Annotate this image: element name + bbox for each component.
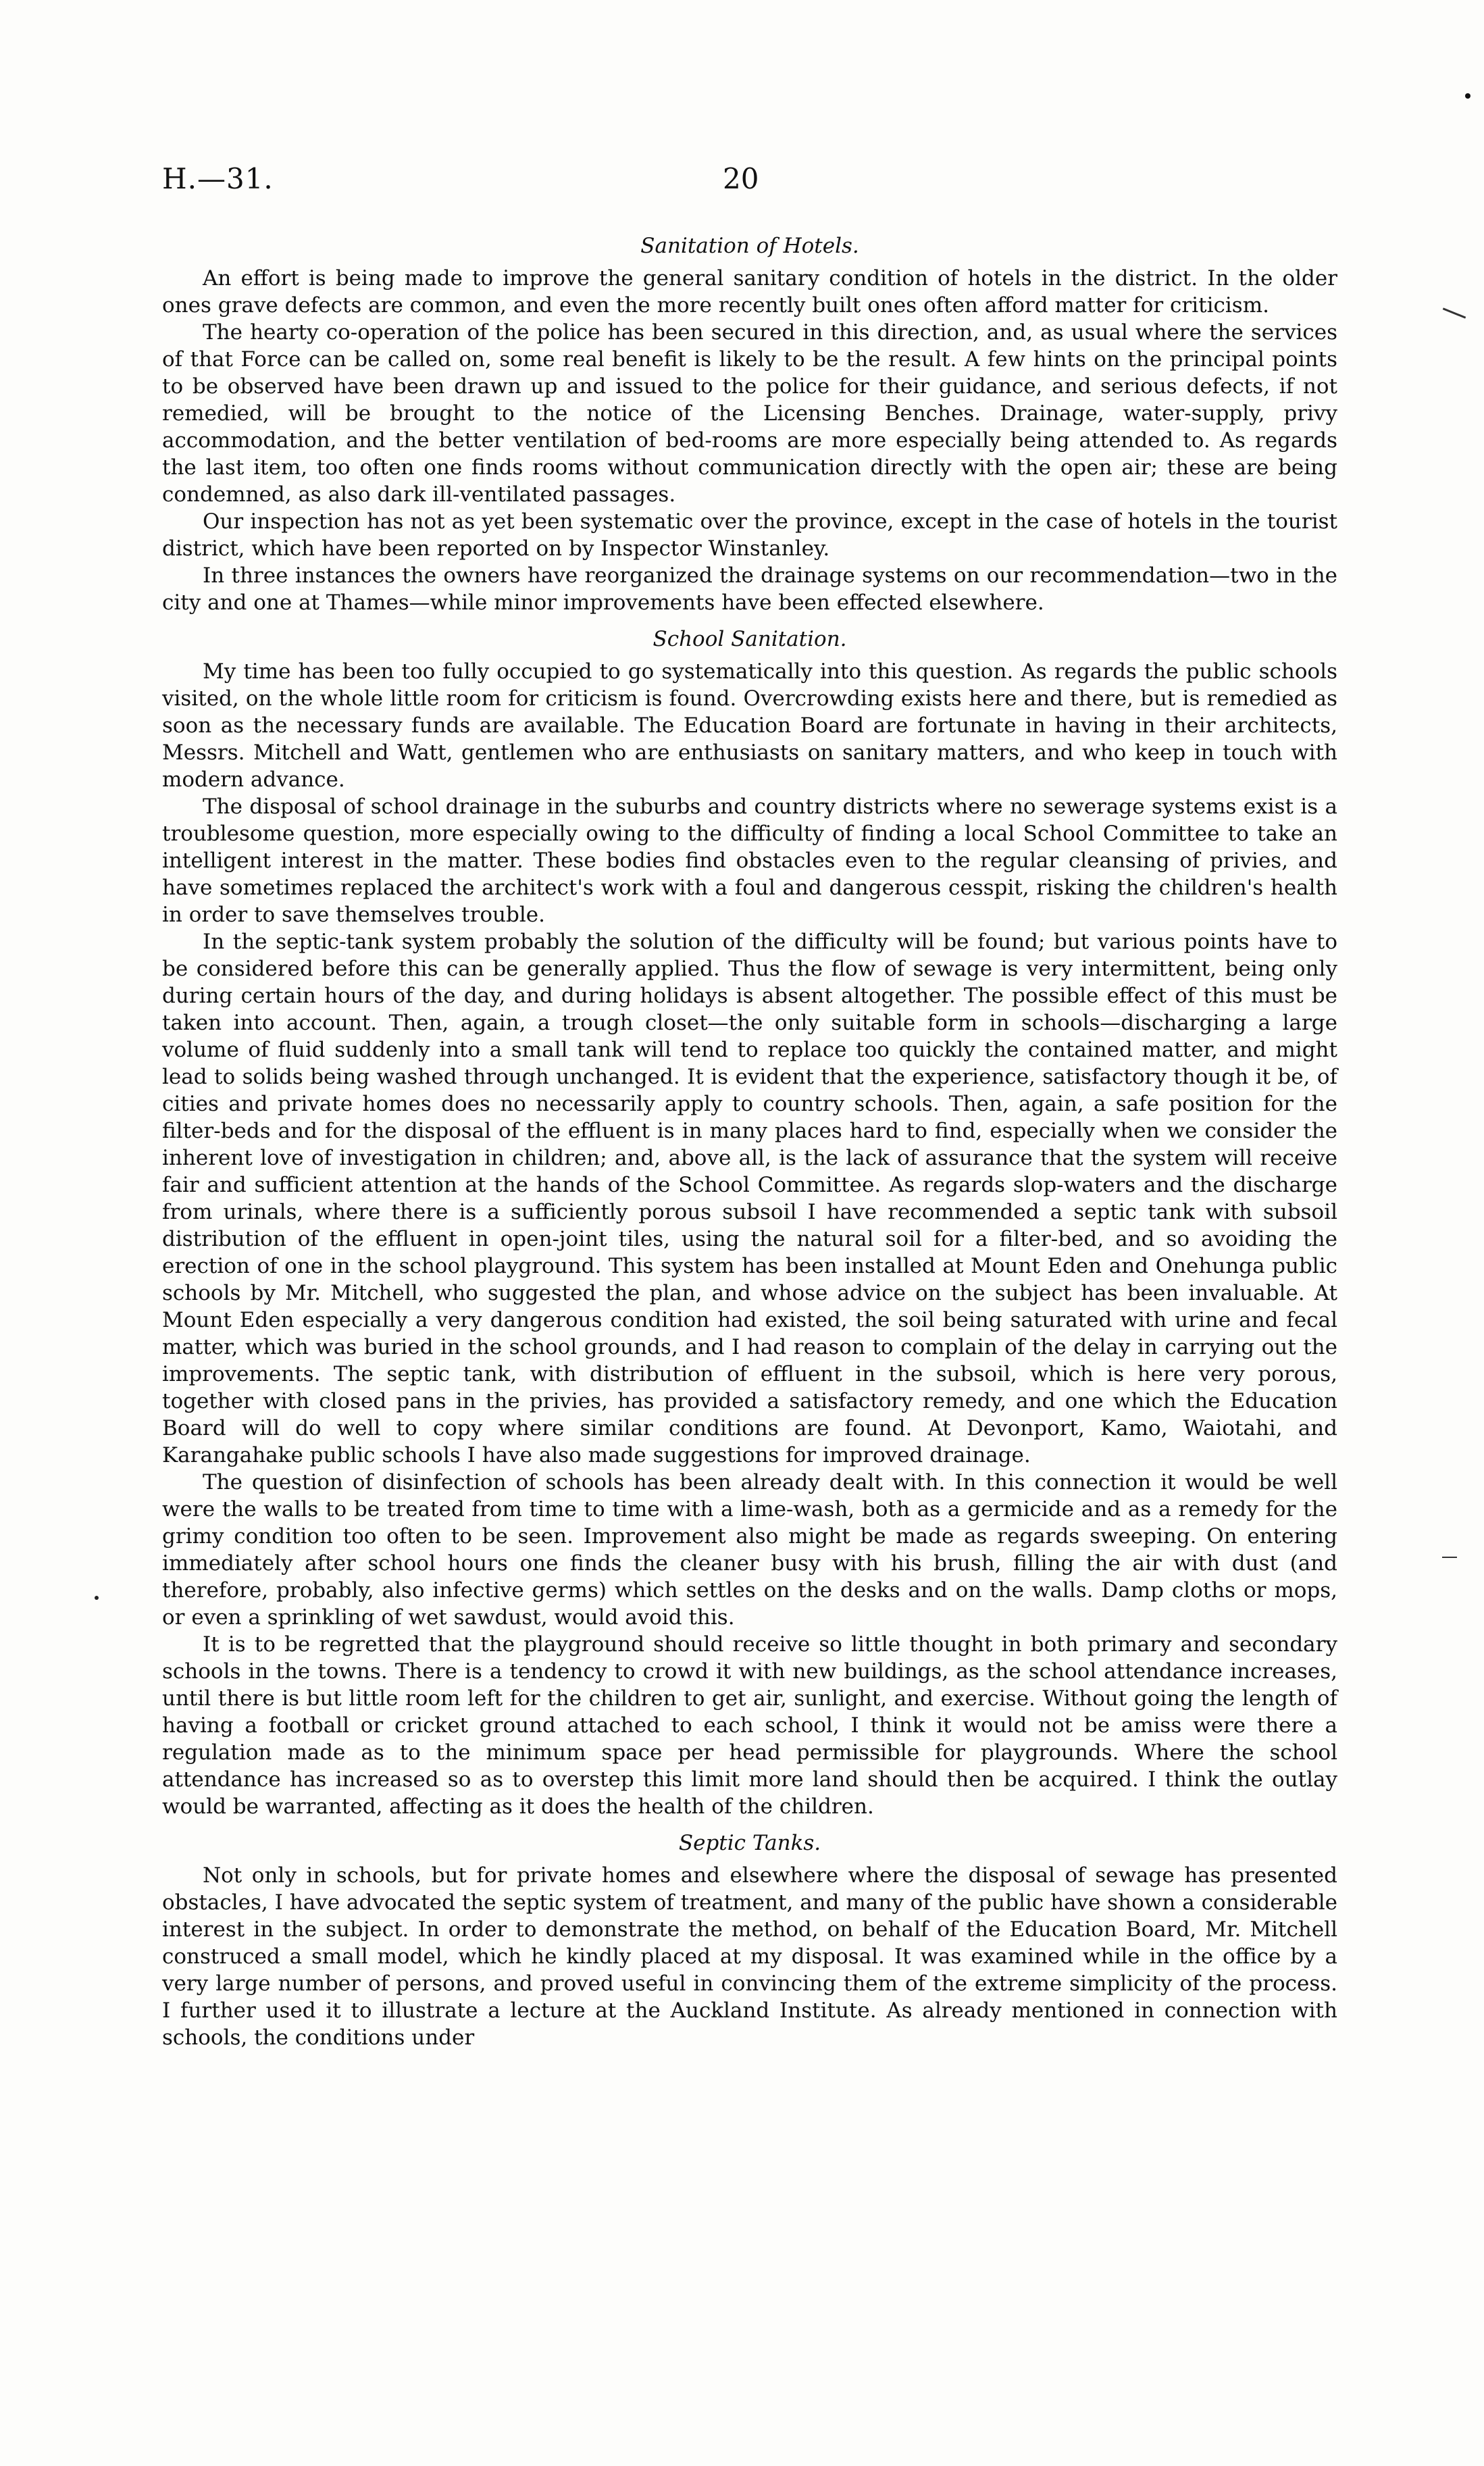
- scan-speck: [95, 1596, 99, 1600]
- page-number: 20: [723, 162, 759, 195]
- section-heading-hotels: Sanitation of Hotels.: [640, 234, 859, 258]
- paragraph: My time has been too fully occupied to go systematically into this question. As regards the public schools visited, on the whole little room for criticism is found. Overcrowding exists here and there, but is remedied as soon as the necessary funds are available. The Education Board are fortunate in having in their architects, Messrs. Mitchell and Watt, gentlemen who are enthusiasts on sanitary matters, and who keep in touch with modern advance.: [162, 659, 1337, 792]
- scan-speck: [1465, 93, 1470, 99]
- document-body: [162, 223, 1337, 2051]
- scan-margin-mark: [1442, 1557, 1457, 1558]
- paragraph: Not only in schools, but for private homes and elsewhere where the disposal of sewage has presented obstacles, I have advocated the septic system of treatment, and many of the public have shown a considerable interest in the subject. In order to demonstrate the method, on behalf of the Education Board, Mr. Mitchell construced a small model, which he kindly placed at my disposal. It was examined while in the office by a very large number of persons, and proved useful in convincing them of the extreme simplicity of the process. I further used it to illustrate a lecture at the Auckland Institute. As already mentioned in connection with schools, the conditions under: [162, 1863, 1337, 2050]
- paragraph: The disposal of school drainage in the suburbs and country districts where no sewerage systems exist is a troublesome question, more especially owing to the difficulty of finding a local School Committee to take an intelligent interest in the matter. These bodies find obstacles even to the regular cleansing of privies, and have sometimes replaced the architect's work with a foul and dangerous cesspit, risking the children's health in order to save themselves trouble.: [162, 795, 1337, 927]
- paragraph: The question of disinfection of schools has been already dealt with. In this connection it would be well were the walls to be treated from time to time with a lime-wash, both as a germicide and as a remedy for the grimy condition too often to be seen. Improvement also might be made as regards sweeping. On entering immediately after school hours one finds the cleaner busy with his brush, filling the air with dust (and therefore, probably, also infective germs) which settles on the desks and on the walls. Damp cloths or mops, or even a sprinkling of wet sawdust, would avoid this.: [162, 1470, 1337, 1630]
- section-heading-school-sanitation: School Sanitation.: [653, 627, 847, 651]
- paragraph: It is to be regretted that the playground should receive so little thought in both primary and secondary schools in the towns. There is a tendency to crowd it with new buildings, as the school attendance increases, until there is but little room left for the children to get air, sunlight, and exercise. Without going the length of having a football or cricket ground attached to each school, I think it would not be amiss were there a regulation made as to the minimum space per head permissible for playgrounds. Where the school attendance has increased so as to overstep this limit more land should then be acquired. I think the outlay would be warranted, affecting as it does the health of the children.: [162, 1632, 1337, 1819]
- page-header-reference: H.—31.: [162, 162, 274, 195]
- paragraph: In the septic-tank system probably the solution of the difficulty will be found; but various points have to be considered before this can be generally applied. Thus the flow of sewage is very intermittent, being only during certain hours of the day, and during holidays is absent altogether. The possible effect of this must be taken into account. Then, again, a trough closet—the only suitable form in schools—discharging a large volume of fluid suddenly into a small tank will tend to replace too quickly the contained matter, and might lead to solids being washed through unchanged. It is evident that the experience, satisfactory though it be, of cities and private homes does no necessarily apply to country schools. Then, again, a safe position for the filter-beds and for the disposal of the effluent is in many places hard to find, especially when we consider the inherent love of investigation in children; and, above all, is the lack of assurance that the system will receive fair and sufficient attention at the hands of the School Committee. As regards slop-waters and the discharge from urinals, where there is a sufficiently porous subsoil I have recommended a septic tank with subsoil distribution of the effluent in open-joint tiles, using the natural soil for a filter-bed, and so avoiding the erection of one in the school playground. This system has been installed at Mount Eden and Onehunga public schools by Mr. Mitchell, who suggested the plan, and whose advice on the subject has been invaluable. At Mount Eden especially a very dangerous condition had existed, the soil being saturated with urine and fecal matter, which was buried in the school grounds, and I had reason to complain of the delay in carrying out the improvements. The septic tank, with distribution of effluent in the subsoil, which is here very porous, together with closed pans in the privies, has provided a satisfactory remedy, and one which the Education Board will do well to copy where similar conditions are found. At Devonport, Kamo, Waiotahi, and Karangahake public schools I have also made suggestions for improved drainage.: [162, 930, 1337, 1467]
- paragraph: In three instances the owners have reorganized the drainage systems on our recommendation—two in the city and one at Thames—while minor improvements have been effected elsewhere.: [162, 563, 1337, 615]
- section-heading-septic-tanks: Septic Tanks.: [678, 1831, 821, 1855]
- paragraph: Our inspection has not as yet been systematic over the province, except in the case of hotels in the tourist district, which have been reported on by Inspector Winstanley.: [162, 509, 1337, 561]
- scan-margin-mark: [1443, 307, 1466, 318]
- paragraph: An effort is being made to improve the general sanitary condition of hotels in the district. In the older ones grave defects are common, and even the more recently built ones often afford matter for criticism.: [162, 266, 1337, 318]
- paragraph: The hearty co-operation of the police has been secured in this direction, and, as usual where the services of that Force can be called on, some real benefit is likely to be the result. A few hints on the principal points to be observed have been drawn up and issued to the police for their guidance, and serious defects, if not remedied, will be brought to the notice of the Licensing Benches. Drainage, water-supply, privy accommodation, and the better ventilation of bed-rooms are more especially being attended to. As regards the last item, too often one finds rooms without communication directly with the open air; these are being condemned, as also dark ill-ventilated passages.: [162, 320, 1337, 507]
